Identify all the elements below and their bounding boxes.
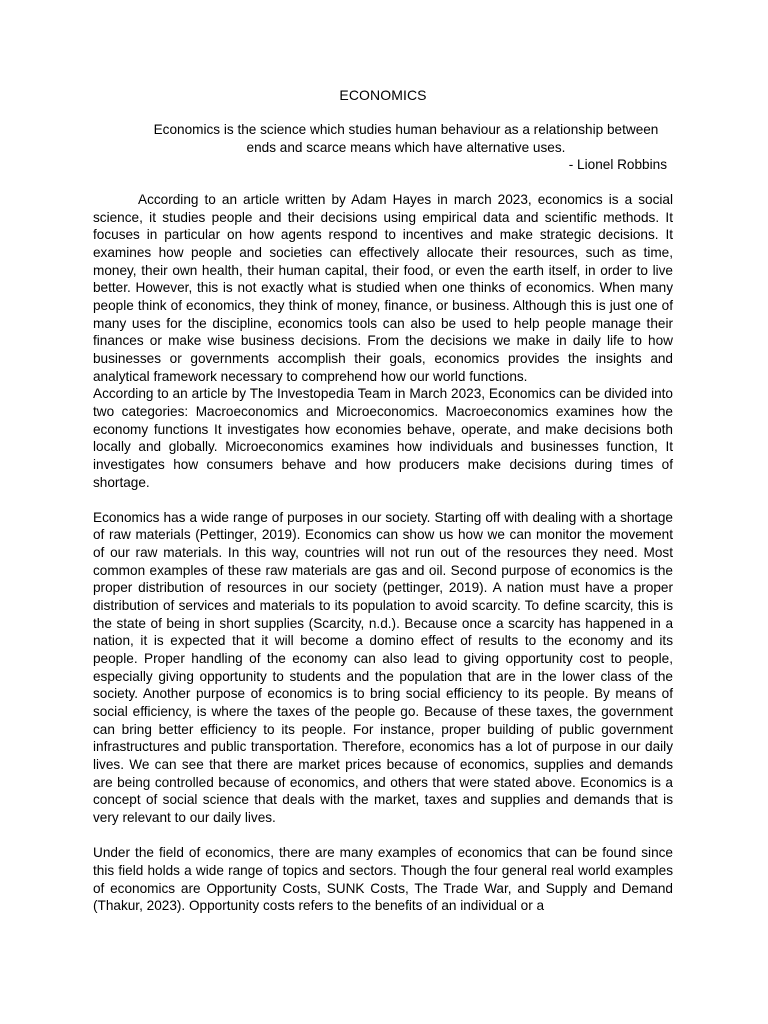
document-title: ECONOMICS — [339, 87, 427, 103]
paragraph-examples: Under the field of economics, there are many examples of economics that can be found since this field holds a wide range of topics and sectors. Though the four general real world examples of economics are Opportunity Costs, SUNK Costs, The Trade War, and Supply and Demand (Thakur, 2023). Opportunity costs refers to the benefits of an individual or a — [93, 845, 673, 914]
paragraph-categories: According to an article by The Investopedia Team in March 2023, Economics can be divided into two categories: Macroeconomics and Microeconomics. Macroeconomics examines how the economy functions It investigates how economies behave, operate, and make decisions both locally and globally. Microeconomics examines how individuals and businesses function, It investigates how consumers behave and how producers make decisions during times of shortage. — [93, 386, 673, 490]
paragraph-purposes: Economics has a wide range of purposes in our society. Starting off with dealing with a shortage of raw materials (Pettinger, 2019). Economics can show us how we can monitor the movement of our raw materials. In this way, countries will not run out of the resources they need. Most common examples of these raw materials are gas and oil. Second purpose of economics is the proper distribution of resources in our society (pettinger, 2019). A nation must have a proper distribution of services and materials to its population to avoid scarcity. To define scarcity, this is the state of being in short supplies (Scarcity, n.d.). Because once a scarcity has happened in a nation, it is expected that it will become a domino effect of results to the economy and its people. Proper handling of the economy can also lead to giving opportunity cost to people, especially giving opportunity to students and the population that are in the lower class of the society. Another purpose of economics is to bring social efficiency to its people. By means of social efficiency, is where the taxes of the people go. Because of these taxes, the government can bring better efficiency to its people. For instance, proper building of public government infrastructures and public transportation. Therefore, economics has a lot of purpose in our daily lives. We can see that there are market prices because of economics, supplies and demands are being controlled because of economics, and others that were stated above. Economics is a concept of social science that deals with the market, taxes and supplies and demands that is very relevant to our daily lives. — [93, 509, 673, 825]
epigraph-quote: Economics is the science which studies human behaviour as a relationship between ends and scarce means which have alternative uses. — [153, 122, 659, 155]
epigraph-author: - Lionel Robbins — [568, 157, 667, 172]
paragraph-definition: According to an article written by Adam Hayes in march 2023, economics is a social science, it studies people and their decisions using empirical data and scientific methods. It focuses in particular on how agents respond to incentives and make strategic decisions. It examines how people and societies can effectively allocate their resources, such as time, money, their own health, their human capital, their food, or even the earth itself, in order to live better. However, this is not exactly what is studied when one thinks of economics. When many people think of economics, they think of money, finance, or business. Although this is just one of many uses for the discipline, economics tools can also be used to help people manage their finances or make wise business decisions. From the decisions we make in daily life to how businesses or governments accomplish their goals, economics provides the insights and analytical framework necessary to comprehend how our world functions. — [93, 192, 673, 384]
document-body — [93, 191, 673, 915]
